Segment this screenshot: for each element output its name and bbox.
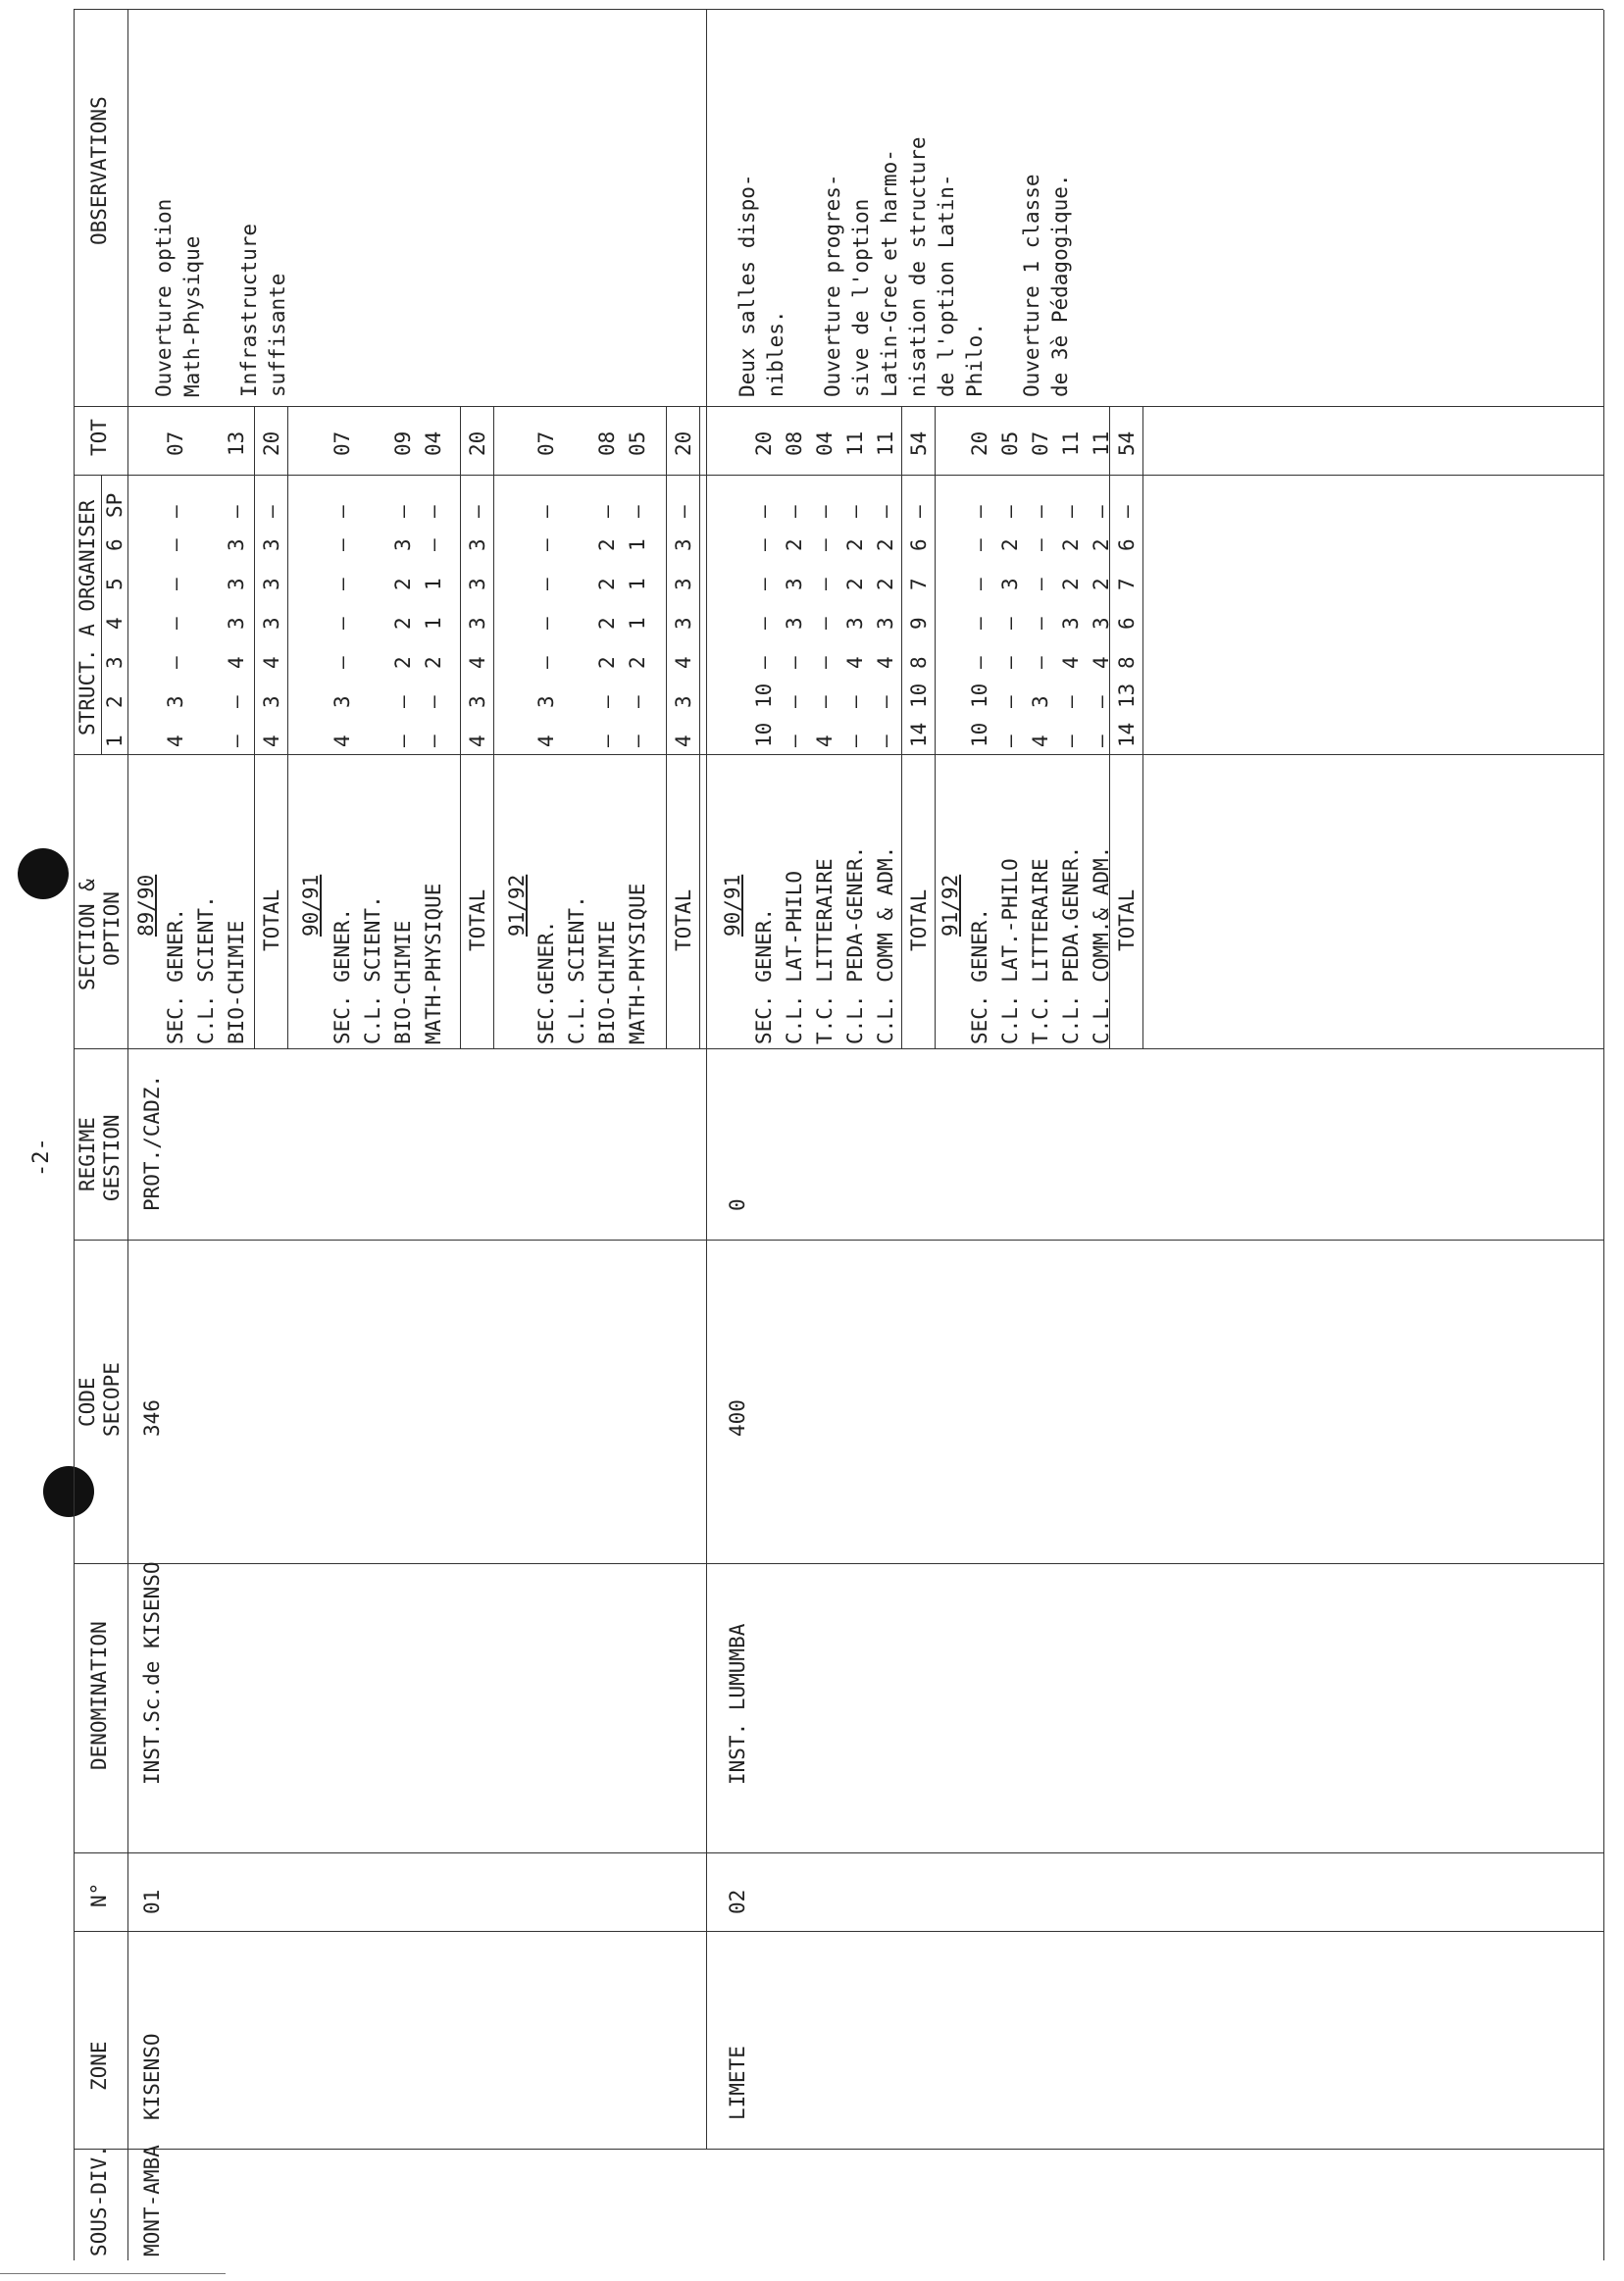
row-label: C.L. SCIENT. [565,895,588,1044]
header-denomination: DENOMINATION [87,1621,111,1770]
column-rule-zone [74,2149,1603,2150]
observation-line: Ouverture option [152,198,176,397]
total-rule [666,407,667,1049]
struct-cell: 4 [874,656,897,669]
struct-cell: – [968,656,991,669]
struct-cell: – [752,617,776,630]
header-code-2: SECOPE [100,1362,124,1437]
total-struct-cell: 3 [672,695,695,708]
total-struct-cell: – [1115,505,1139,518]
struct-cell: 4 [1090,656,1113,669]
struct-cell: 10 [752,722,776,747]
tot-cell: 07 [164,431,187,456]
total-label: TOTAL [672,888,695,951]
struct-cell: 1 [422,617,445,630]
row-label: BIO-CHIMIE [225,920,248,1044]
total-end-rule [493,407,494,1049]
observation-line: Ouverture progres- [821,174,844,397]
tot-cell: 09 [391,431,415,456]
struct-cell: – [968,505,991,518]
struct-cell: – [968,538,991,551]
struct-cell: 2 [595,578,619,590]
observation-line: suffisante [266,273,289,397]
numero-value: 01 [140,1889,164,1914]
total-struct-cell: 6 [1115,617,1139,630]
year-label: 91/92 [939,874,962,937]
struct-cell: 10 [752,683,776,708]
total-struct-cell: 6 [1115,538,1139,551]
struct-cell: 3 [164,695,187,708]
struct-cell: 1 [626,617,649,630]
year-label: 89/90 [134,874,158,937]
total-struct-cell: 4 [466,735,489,747]
total-struct-cell: 3 [672,617,695,630]
struct-cell: – [1029,538,1052,551]
tot-cell: 08 [783,431,806,456]
total-struct-cell: 3 [260,617,283,630]
header-struct: STRUCT. A ORGANISER [76,499,99,735]
tot-cell: 11 [843,431,867,456]
header-sous-div: SOUS-DIV. [87,2145,111,2256]
struct-cell: – [422,695,445,708]
struct-cell: – [752,538,776,551]
struct-cell: 3 [783,617,806,630]
total-struct-cell: 7 [1115,578,1139,590]
struct-cell: – [391,695,415,708]
struct-cell: – [998,505,1022,518]
header-struct-col-1: 1 [103,735,127,747]
total-struct-cell: – [907,505,931,518]
total-rule [1109,407,1110,1049]
row-label: C.L. PEDA-GENER. [843,845,867,1044]
total-label: TOTAL [907,888,931,951]
header-observations: OBSERVATIONS [87,96,111,245]
code-value: 400 [726,1399,749,1437]
header-struct-col-5: 5 [103,578,127,590]
struct-cell: – [330,656,354,669]
total-struct-cell: 14 [1115,722,1139,747]
header-section-2: OPTION [100,891,124,966]
struct-cell: – [330,505,354,518]
total-label: TOTAL [466,888,489,951]
struct-cell: – [595,505,619,518]
struct-cell: 2 [1090,578,1113,590]
table-bottom-rule [1603,10,1604,2260]
row-label: SEC.GENER. [534,920,558,1044]
struct-cell: – [534,617,558,630]
struct-cell: – [813,578,837,590]
struct-cell: – [1090,505,1113,518]
total-struct-cell: 3 [466,538,489,551]
zone-value: LIMETE [726,2046,749,2120]
tot-cell: 04 [813,431,837,456]
struct-sub-rule [101,476,102,755]
total-tot-cell: 54 [1115,431,1139,456]
sous-div-value: MONT-AMBA [140,2145,164,2256]
total-struct-cell: 10 [907,683,931,708]
struct-cell: 4 [164,735,187,747]
observation-line: Philo. [963,323,987,397]
tot-cell: 05 [998,431,1022,456]
bottom-rule [0,2273,226,2274]
struct-cell: 3 [874,617,897,630]
total-struct-cell: 14 [907,722,931,747]
row-label: SEC. GENER. [968,907,991,1044]
struct-cell: – [998,656,1022,669]
column-rule-denom [74,1852,1603,1853]
total-rule [460,407,461,1049]
row-label: C.L. COMM.& ADM. [1090,845,1113,1044]
row-label: C.L. COMM & ADM. [874,845,897,1044]
struct-cell: – [874,505,897,518]
struct-cell: 3 [783,578,806,590]
struct-cell: 4 [813,735,837,747]
year-label: 90/91 [721,874,744,937]
struct-cell: – [391,735,415,747]
total-struct-cell: 3 [260,538,283,551]
struct-cell: – [998,695,1022,708]
struct-cell: – [1029,656,1052,669]
total-end-rule [1142,407,1143,1049]
row-label: T.C. LITTERAIRE [1029,858,1052,1044]
tot-cell: 05 [626,431,649,456]
struct-cell: – [534,505,558,518]
denomination-value: INST.Sc.de KISENSO [140,1561,164,1785]
struct-cell: – [164,538,187,551]
struct-cell: 4 [534,735,558,747]
struct-cell: – [626,735,649,747]
struct-cell: 2 [843,538,867,551]
struct-cell: 2 [874,578,897,590]
struct-cell: 3 [330,695,354,708]
header-zone: ZONE [87,2041,111,2091]
header-struct-col-3: 3 [103,656,127,669]
struct-cell: – [813,656,837,669]
total-struct-cell: – [466,505,489,518]
column-rule-regime [74,1240,1603,1241]
struct-cell: – [225,735,248,747]
total-tot-cell: 20 [260,431,283,456]
struct-cell: – [225,505,248,518]
struct-cell: – [595,695,619,708]
struct-cell: – [534,578,558,590]
total-label: TOTAL [1115,888,1139,951]
total-rule [254,407,255,1049]
struct-cell: 1 [422,578,445,590]
struct-cell: – [225,695,248,708]
struct-cell: – [1059,735,1083,747]
observation-line: Deux salles dispo- [736,174,759,397]
observation-line: Math-Physique [180,235,204,397]
total-struct-cell: 6 [907,538,931,551]
tot-cell: 08 [595,431,619,456]
struct-cell: 2 [843,578,867,590]
struct-cell: – [783,656,806,669]
struct-cell: – [783,735,806,747]
struct-cell: – [1029,505,1052,518]
struct-cell: – [164,505,187,518]
tot-cell: 13 [225,431,248,456]
row-label: BIO-CHIMIE [391,920,415,1044]
row-label: SEC. GENER. [164,907,187,1044]
column-rule-section [74,1048,1603,1049]
struct-cell: – [1090,695,1113,708]
total-struct-cell: 8 [907,656,931,669]
tot-cell: 20 [968,431,991,456]
header-struct-col-6: 6 [103,538,127,551]
observation-line: sive de l'option [849,198,873,397]
header-section-1: SECTION & [76,879,99,990]
row-label: MATH-PHYSIQUE [422,883,445,1044]
struct-cell: 3 [998,578,1022,590]
column-rule-obs [74,406,1603,407]
struct-cell: – [626,505,649,518]
zone-value: KISENSO [140,2033,164,2120]
total-struct-cell: 13 [1115,683,1139,708]
total-tot-cell: 54 [907,431,931,456]
struct-cell: – [164,617,187,630]
total-struct-cell: 3 [466,695,489,708]
column-rule-tot [74,475,1603,476]
total-rule [901,407,902,1049]
row-label: MATH-PHYSIQUE [626,883,649,1044]
row-label: SEC. GENER. [752,907,776,1044]
struct-cell: – [534,656,558,669]
total-struct-cell: 3 [260,695,283,708]
struct-cell: – [422,735,445,747]
struct-cell: – [164,578,187,590]
year-label: 90/91 [299,874,323,937]
struct-cell: – [843,695,867,708]
struct-cell: 2 [391,656,415,669]
tot-cell: 11 [1059,431,1083,456]
tot-cell: 07 [534,431,558,456]
struct-cell: 1 [626,538,649,551]
header-regime-1: REGIME [76,1117,99,1191]
observation-line: de 3è Pédagogique. [1048,174,1072,397]
rotated-table [74,10,1603,2260]
numero-value: 02 [726,1889,749,1914]
struct-cell: – [752,578,776,590]
struct-cell: – [752,656,776,669]
struct-cell: 4 [1059,656,1083,669]
struct-cell: 2 [595,538,619,551]
struct-cell: 3 [534,695,558,708]
row-label: C.L. PEDA.GENER. [1059,845,1083,1044]
header-struct-col-4: 4 [103,617,127,630]
struct-cell: 2 [626,656,649,669]
header-code-1: CODE [76,1377,99,1427]
page-number: -2- [29,1138,54,1177]
struct-cell: – [330,578,354,590]
struct-cell: 4 [330,735,354,747]
total-tot-cell: 20 [672,431,695,456]
column-rule-code [74,1563,1603,1564]
struct-cell: – [595,735,619,747]
total-struct-cell: 4 [466,656,489,669]
struct-cell: – [330,617,354,630]
struct-cell: 2 [422,656,445,669]
struct-cell: – [422,538,445,551]
total-struct-cell: 4 [260,656,283,669]
total-struct-cell: 3 [672,578,695,590]
struct-cell: – [330,538,354,551]
struct-cell: 2 [391,578,415,590]
row-label: C.L. LAT.-PHILO [998,858,1022,1044]
struct-cell: – [874,735,897,747]
struct-cell: – [391,505,415,518]
struct-cell: – [968,578,991,590]
observation-line: de l'option Latin- [935,174,958,397]
column-rule-num [74,1931,1603,1932]
column-rule-end [74,9,1603,10]
total-label: TOTAL [260,888,283,951]
denomination-value: INST. LUMUMBA [726,1623,749,1785]
total-tot-cell: 20 [466,431,489,456]
struct-cell: 2 [595,656,619,669]
struct-cell: 2 [1090,538,1113,551]
total-struct-cell: – [672,505,695,518]
struct-cell: 1 [626,578,649,590]
row-label: C.L. SCIENT. [361,895,384,1044]
struct-cell: – [998,617,1022,630]
struct-cell: 2 [874,538,897,551]
total-struct-cell: 4 [672,735,695,747]
tot-cell: 20 [752,431,776,456]
row-label: C.L. SCIENT. [194,895,218,1044]
total-struct-cell: 4 [672,656,695,669]
total-struct-cell: 9 [907,617,931,630]
total-end-rule [287,407,288,1049]
regime-value: PROT./CADZ. [140,1074,164,1211]
header-tot: TOT [87,419,111,456]
struct-cell: – [813,538,837,551]
struct-cell: 3 [1029,695,1052,708]
struct-cell: – [813,505,837,518]
struct-cell: 3 [843,617,867,630]
struct-cell: – [1059,695,1083,708]
struct-cell: – [1090,735,1113,747]
total-struct-cell: 3 [260,578,283,590]
struct-cell: – [1029,617,1052,630]
row-label: SEC. GENER. [330,907,354,1044]
struct-cell: – [843,735,867,747]
header-numero: N° [87,1882,111,1907]
struct-cell: 10 [968,683,991,708]
struct-cell: – [843,505,867,518]
struct-cell: 2 [1059,578,1083,590]
struct-cell: – [1059,505,1083,518]
struct-cell: – [783,505,806,518]
total-struct-cell: – [260,505,283,518]
struct-cell: 2 [1059,538,1083,551]
tot-cell: 07 [1029,431,1052,456]
header-struct-col-2: 2 [103,695,127,708]
total-struct-cell: 4 [260,735,283,747]
tot-cell: 11 [874,431,897,456]
row-label: BIO-CHIMIE [595,920,619,1044]
struct-cell: – [1029,578,1052,590]
struct-cell: – [998,735,1022,747]
row-label: C.L. LAT-PHILO [783,870,806,1044]
tot-cell: 04 [422,431,445,456]
struct-cell: 2 [391,617,415,630]
struct-cell: 3 [1059,617,1083,630]
year-label: 91/92 [505,874,529,937]
header-bottom-rule [127,10,128,2260]
struct-cell: 4 [1029,735,1052,747]
total-struct-cell: 3 [672,538,695,551]
struct-cell: – [422,505,445,518]
struct-cell: 2 [998,538,1022,551]
struct-cell: 2 [783,538,806,551]
regime-value: 0 [726,1198,749,1211]
total-struct-cell: 7 [907,578,931,590]
struct-cell: – [968,617,991,630]
header-top-rule [74,10,75,2260]
struct-cell: 3 [225,538,248,551]
struct-cell: – [534,538,558,551]
tot-cell: 07 [330,431,354,456]
struct-cell: – [874,695,897,708]
observation-line: Latin-Grec et harmo- [878,149,901,397]
total-struct-cell: 8 [1115,656,1139,669]
observation-line: Ouverture 1 classe [1020,174,1043,397]
code-value: 346 [140,1399,164,1437]
struct-cell: – [164,656,187,669]
struct-cell: 3 [1090,617,1113,630]
struct-cell: – [783,695,806,708]
header-struct-col-7: SP [103,492,127,518]
punch-hole-top [18,848,69,899]
total-struct-cell: 3 [466,617,489,630]
total-end-rule [699,407,700,1049]
column-rule-struct [74,754,1603,755]
row-label: T.C. LITTERAIRE [813,858,837,1044]
tot-cell: 11 [1090,431,1113,456]
total-end-rule [935,407,936,1049]
struct-cell: – [813,617,837,630]
struct-cell: – [752,505,776,518]
total-struct-cell: 3 [466,578,489,590]
observation-line: nisation de structure [906,136,930,397]
struct-cell: – [626,695,649,708]
struct-cell: 2 [595,617,619,630]
struct-cell: 10 [968,722,991,747]
struct-cell: 3 [391,538,415,551]
struct-cell: 4 [843,656,867,669]
struct-cell: 3 [225,617,248,630]
observation-line: Infrastructure [237,223,261,397]
header-regime-2: GESTION [100,1114,124,1201]
struct-cell: 3 [225,578,248,590]
observation-line: nibles. [764,310,787,397]
school-separator [706,10,707,2150]
struct-cell: 4 [225,656,248,669]
struct-cell: – [813,695,837,708]
